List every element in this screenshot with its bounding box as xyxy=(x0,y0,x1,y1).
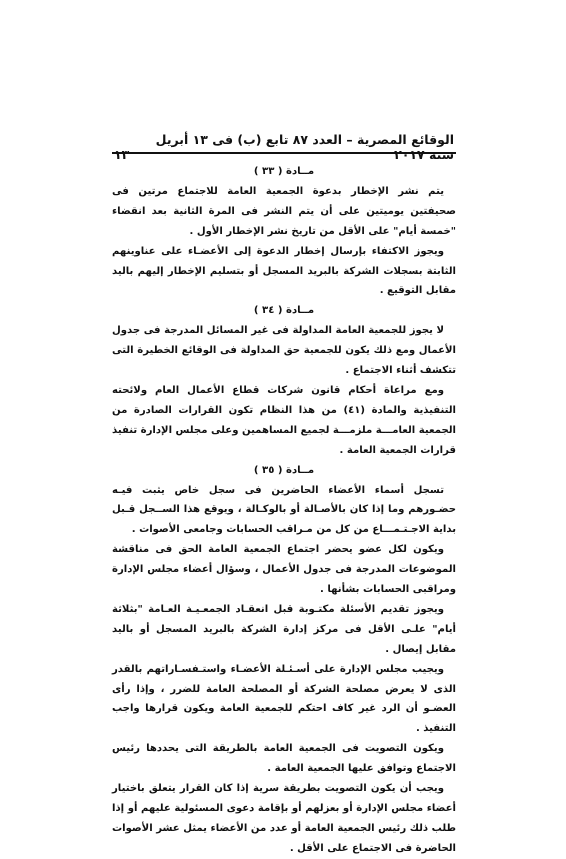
paragraph: لا يجوز للجمعية العامة المداولة فى غير المسائل المدرجة فى جدول الأعمال ومع ذلك يكون للجمعية حق المداولة فى الوقائع الخطيرة التى تتكشف أثناء الاجتماع . xyxy=(112,325,456,377)
paragraph: ومع مراعاة أحكام قانون شركات قطاع الأعمال العام ولائحته التنفيذية والمادة (٤١) من هذا النظام تكون القرارات الصادرة من الجمعية العامـــة ملزمـــة لجميع المساهمين وعلى مجلس الإدارة تنفيذ قرارات الجمعية العامة . xyxy=(112,384,456,456)
page-number: ١٣ xyxy=(114,147,130,162)
article-heading-35: مــادة ( ٣٥ ) xyxy=(253,464,315,476)
paragraph: ويجيب مجلس الإدارة على أسـئـلة الأعضـاء واستـفسـاراتهم بالقدر الذى لا يعرض مصلحة الشركة أو المصلحة العامة للضرر ، وإذا رأى العضـو أن الرد غير كاف احتكم للجمعية العامة ويكون قرارها واجب التنفيذ . xyxy=(112,663,456,735)
paragraph: تسجل أسماء الأعضاء الحاضرين فى سجل خاص يثبت فيـه حضـورهم وما إذا كان بالأصـالة أو بالوكـالة ، ويوقع هذا الســجل قـبل بداية الاجـتـمـــاع من كل من مـراقب الحسابات وجامعى الأصوات . xyxy=(112,484,456,536)
paragraph: ويكون التصويت فى الجمعية العامة بالطريقة التى يحددها رئيس الاجتماع وتوافق عليها الجمعية العامة . xyxy=(112,743,456,775)
paragraph: ويجوز تقديم الأسئلة مكتـوبة قبل انعقـاد الجمعـيـة العـامة "بثلاثة أيام" علـى الأقل فى مركز إدارة الشركة بالبريد المسجل أو باليد مقابل إيصال . xyxy=(112,603,456,655)
page-header-area xyxy=(112,132,456,166)
article-heading-34: مــادة ( ٣٤ ) xyxy=(253,305,315,317)
header-title: الوقائع المصرية – العدد ٨٧ تابع (ب) فى ١٣ أبريل سنة ٢٠١٧ xyxy=(155,132,454,162)
article-heading-33: مــادة ( ٣٣ ) xyxy=(253,166,315,177)
running-header xyxy=(112,132,456,166)
document-body xyxy=(112,162,456,859)
header-rule xyxy=(112,152,456,154)
paragraph: ويكون لكل عضو يحضر اجتماع الجمعية العامة الحق فى مناقشة الموضوعات المدرجة فى جدول الأعمال ، وسؤال أعضاء مجلس الإدارة ومراقبى الحسابات بشأنها . xyxy=(112,544,456,596)
paragraph: ويجب أن يكون التصويت بطريقة سرية إذا كان القرار يتعلق باختيار أعضاء مجلس الإدارة أو بعزلهم أو بإقامة دعوى المسئولية عليهم أو إذا طلب ذلك رئيس الجمعية العامة أو عدد من الأعضاء يمثل عشر الأصوات الحاضرة فى الاجتماع على الأقل . xyxy=(112,783,456,854)
paragraph: يتم نشر الإخطار بدعوة الجمعية العامة للاجتماع مرتين فى صحيفتين يوميتين على أن يتم النشر فى المرة الثانية بعد انقضاء "خمسة أيام" على الأقل من تاريخ نشر الإخطار الأول . xyxy=(112,185,456,237)
paragraph: ويجوز الاكتفاء بإرسال إخطار الدعوة إلى الأعضـاء على عناوينهم الثابتة بسجلات الشركة بالبريد المسجل أو بتسليم الإخطار إليهم باليد مقابل التوقيع . xyxy=(112,245,456,297)
